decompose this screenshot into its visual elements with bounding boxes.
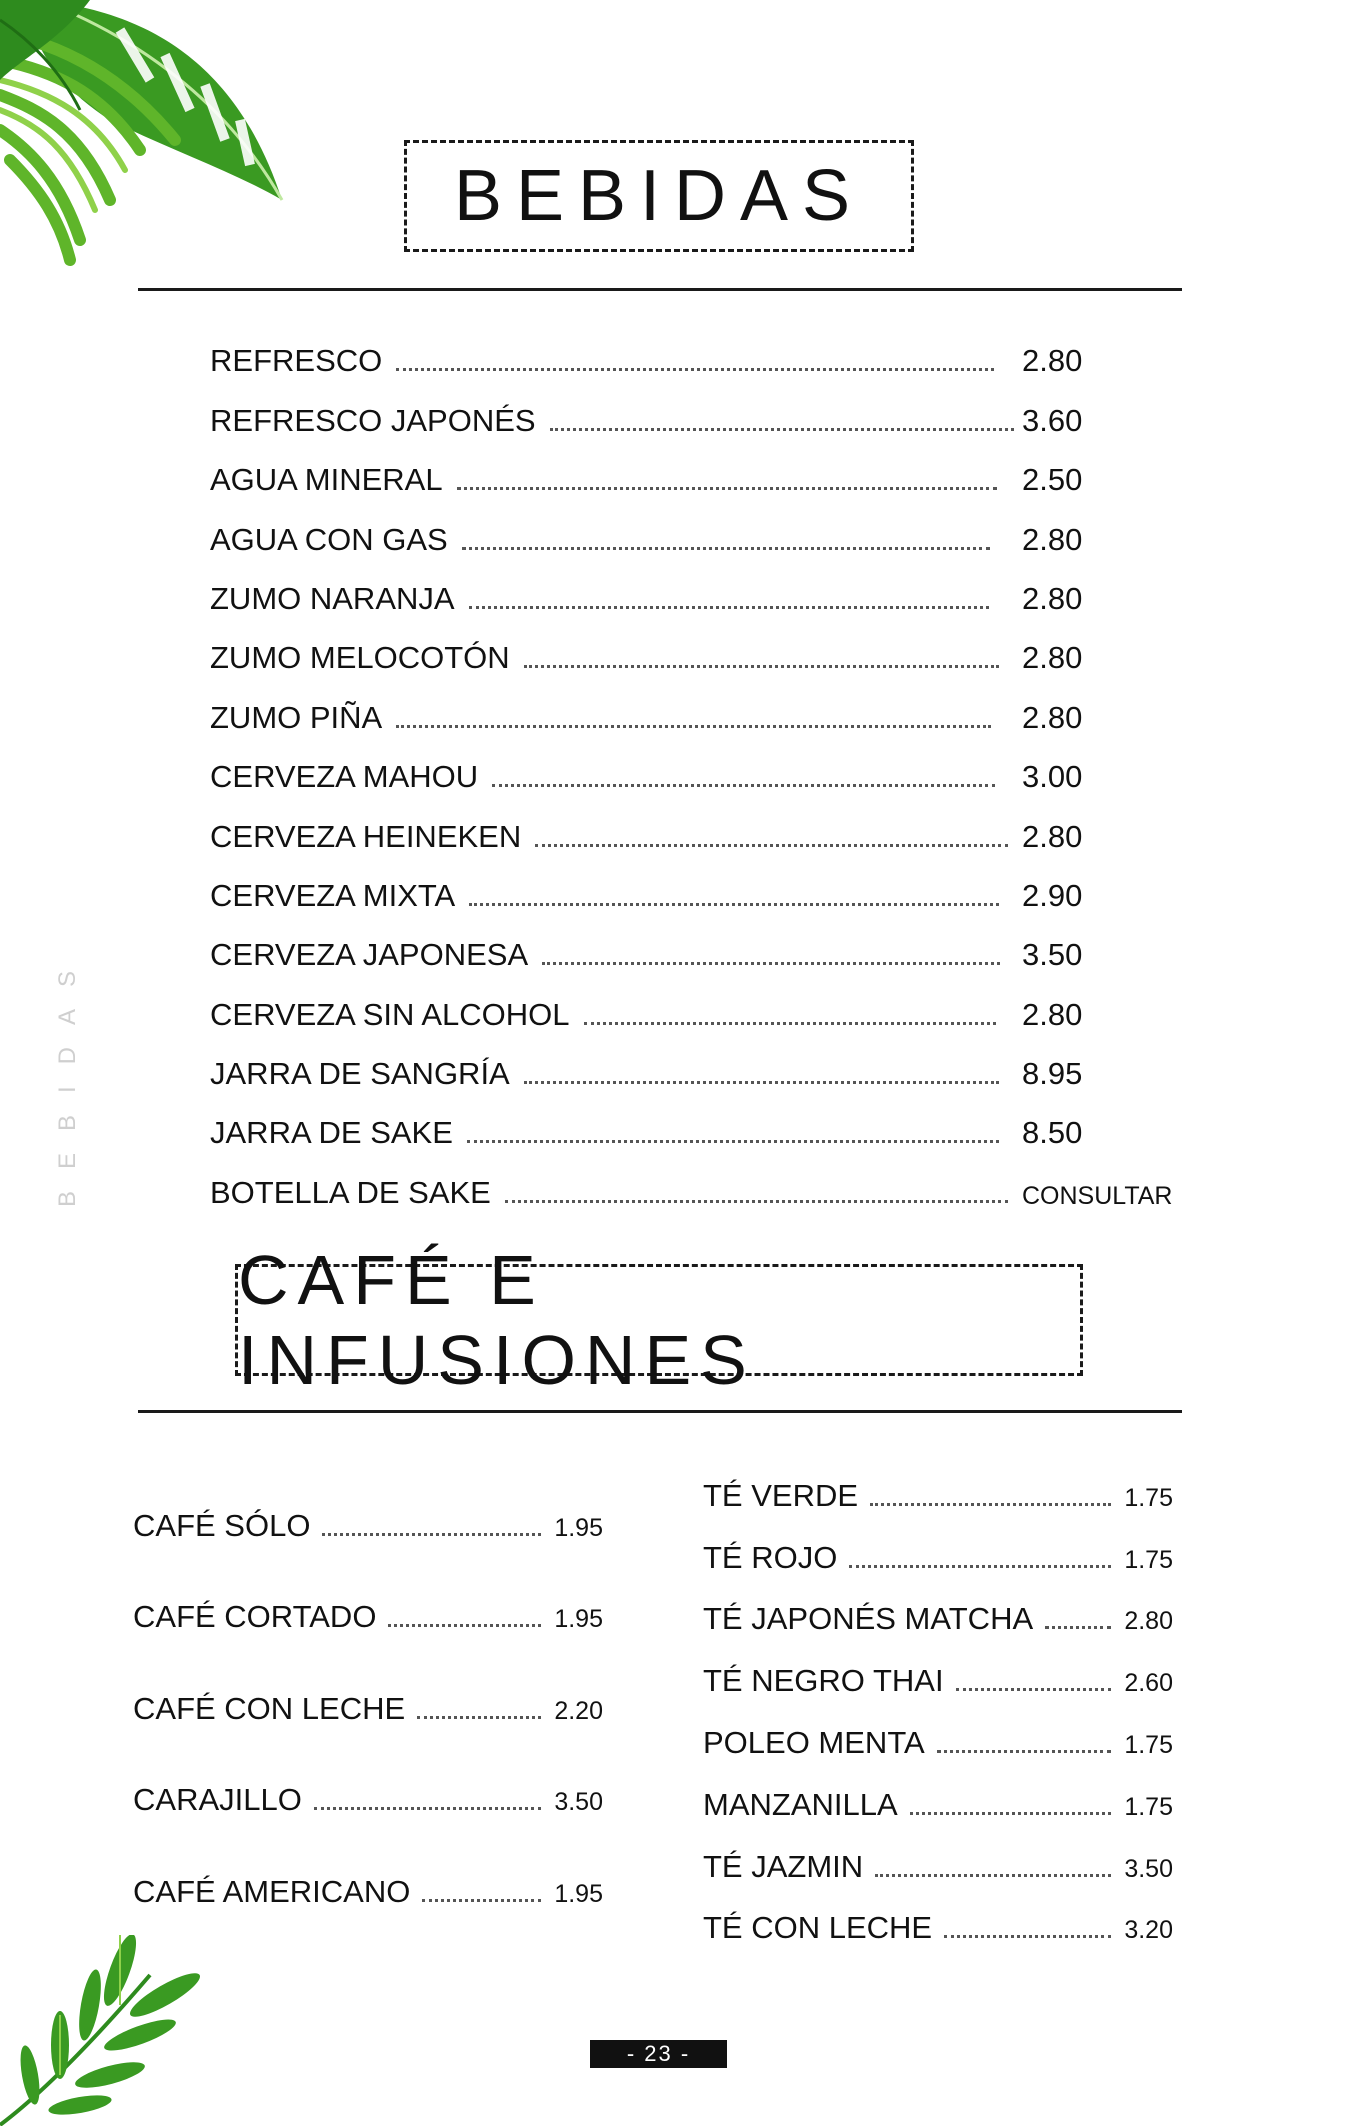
- menu-item: [210, 1151, 1190, 1210]
- dot-leader: [457, 487, 997, 490]
- dot-leader: [870, 1503, 1111, 1506]
- cafe-list-right: [703, 1452, 1173, 1946]
- dot-leader: [314, 1807, 541, 1810]
- item-price: 2.80: [1022, 699, 1083, 735]
- item-price: 3.60: [1022, 402, 1083, 438]
- dot-leader: [462, 547, 990, 550]
- menu-item: [210, 676, 1190, 735]
- menu-item: [210, 498, 1190, 557]
- dot-leader: [396, 725, 991, 728]
- menu-item: [210, 855, 1190, 914]
- menu-item: [133, 1544, 603, 1636]
- item-name: TÉ VERDE: [703, 1477, 859, 1513]
- dot-leader: [422, 1899, 541, 1902]
- menu-item: [703, 1823, 1173, 1885]
- dot-leader: [417, 1716, 541, 1719]
- item-price: 3.50: [1124, 1854, 1173, 1883]
- item-price: 2.60: [1124, 1669, 1173, 1698]
- item-name: ZUMO NARANJA: [210, 580, 455, 616]
- bebidas-list: [210, 320, 1190, 1211]
- side-section-label-text: BEBIDAS: [54, 948, 82, 1208]
- cafe-divider: [138, 1410, 1182, 1413]
- item-price: 3.00: [1022, 759, 1083, 795]
- bebidas-divider: [138, 288, 1182, 291]
- fern-leaf-decoration-bottom: [0, 1935, 215, 2126]
- item-name: CERVEZA MIXTA: [210, 877, 456, 913]
- item-name: JARRA DE SANGRÍA: [210, 1056, 510, 1092]
- item-name: AGUA MINERAL: [210, 462, 443, 498]
- item-price: 2.80: [1124, 1607, 1173, 1636]
- item-name: CERVEZA JAPONESA: [210, 937, 529, 973]
- item-price: 2.50: [1022, 462, 1083, 498]
- menu-item: [703, 1576, 1173, 1638]
- item-name: MANZANILLA: [703, 1786, 898, 1822]
- dot-leader: [467, 1140, 999, 1143]
- item-name: CARAJILLO: [133, 1782, 302, 1817]
- item-price: 1.95: [554, 1513, 603, 1542]
- item-name: BOTELLA DE SAKE: [210, 1174, 491, 1210]
- dot-leader: [469, 903, 999, 906]
- dot-leader: [910, 1812, 1111, 1815]
- menu-item: [210, 1092, 1190, 1151]
- dot-leader: [505, 1200, 1008, 1203]
- item-price: 1.75: [1124, 1545, 1173, 1574]
- dot-leader: [396, 368, 994, 371]
- menu-item: [210, 617, 1190, 676]
- cafe-list-left: [133, 1452, 603, 1910]
- item-name: JARRA DE SAKE: [210, 1115, 453, 1151]
- menu-item: [703, 1637, 1173, 1699]
- menu-item: [210, 379, 1190, 438]
- menu-item: [210, 439, 1190, 498]
- dot-leader: [937, 1750, 1111, 1753]
- item-name: CAFÉ CORTADO: [133, 1599, 377, 1634]
- item-name: TÉ ROJO: [703, 1539, 838, 1575]
- dot-leader: [524, 665, 999, 668]
- item-name: TÉ JAZMIN: [703, 1848, 864, 1884]
- menu-item: [703, 1699, 1173, 1761]
- item-price: 1.75: [1124, 1483, 1173, 1512]
- page-number: - 23 -: [590, 2040, 727, 2068]
- item-name: ZUMO MELOCOTÓN: [210, 640, 510, 676]
- item-price: 1.75: [1124, 1792, 1173, 1821]
- menu-item: [210, 914, 1190, 973]
- cafe-title: CAFÉ E INFUSIONES: [235, 1264, 1083, 1376]
- item-name: TÉ JAPONÉS MATCHA: [703, 1601, 1034, 1637]
- item-price: 1.95: [554, 1605, 603, 1633]
- dot-leader: [542, 962, 1000, 965]
- menu-item: [703, 1514, 1173, 1576]
- menu-item: [210, 736, 1190, 795]
- menu-item: [210, 973, 1190, 1032]
- dot-leader: [875, 1874, 1111, 1877]
- menu-item: [133, 1635, 603, 1727]
- dot-leader: [492, 784, 995, 787]
- item-name: POLEO MENTA: [703, 1724, 925, 1760]
- item-price: 2.80: [1022, 521, 1083, 557]
- item-price: 3.50: [554, 1788, 603, 1816]
- item-price: 2.80: [1022, 640, 1083, 676]
- side-section-label: [48, 938, 88, 1218]
- item-name: TÉ CON LECHE: [703, 1910, 933, 1946]
- dot-leader: [849, 1565, 1111, 1568]
- menu-item: [133, 1727, 603, 1819]
- item-name: CERVEZA HEINEKEN: [210, 818, 522, 854]
- item-price: 3.50: [1022, 937, 1083, 973]
- item-name: CAFÉ AMERICANO: [133, 1873, 411, 1909]
- item-price: 8.95: [1022, 1056, 1083, 1092]
- menu-item: [703, 1452, 1173, 1514]
- item-price: 3.20: [1124, 1916, 1173, 1945]
- dot-leader: [524, 1081, 999, 1084]
- item-price: 2.80: [1022, 996, 1083, 1032]
- menu-item: [210, 1033, 1190, 1092]
- dot-leader: [550, 428, 1014, 431]
- item-name: REFRESCO JAPONÉS: [210, 402, 536, 438]
- dot-leader: [956, 1688, 1111, 1691]
- item-name: CERVEZA SIN ALCOHOL: [210, 996, 570, 1032]
- dot-leader: [322, 1533, 541, 1536]
- item-name: CERVEZA MAHOU: [210, 759, 479, 795]
- dot-leader: [469, 606, 989, 609]
- item-price: 1.95: [554, 1879, 603, 1908]
- item-price: 2.90: [1022, 877, 1083, 913]
- palm-leaf-decoration-top: [0, 0, 300, 270]
- menu-item: [133, 1818, 603, 1910]
- menu-item: [210, 558, 1190, 617]
- dot-leader: [584, 1022, 996, 1025]
- item-name: CAFÉ CON LECHE: [133, 1690, 406, 1726]
- item-price: 2.80: [1022, 580, 1083, 616]
- menu-item: [210, 320, 1190, 379]
- menu-item: [210, 795, 1190, 854]
- item-name: REFRESCO: [210, 343, 383, 379]
- item-price: 8.50: [1022, 1115, 1083, 1151]
- item-price: 2.80: [1022, 343, 1083, 379]
- menu-item: [703, 1885, 1173, 1947]
- dot-leader: [535, 844, 1008, 847]
- dot-leader: [1045, 1626, 1111, 1629]
- item-name: TÉ NEGRO THAI: [703, 1663, 944, 1699]
- menu-item: [133, 1452, 603, 1544]
- item-price: 2.80: [1022, 818, 1083, 854]
- dot-leader: [944, 1935, 1111, 1938]
- menu-item: [703, 1761, 1173, 1823]
- item-name: AGUA CON GAS: [210, 521, 448, 557]
- item-price: 1.75: [1124, 1730, 1173, 1759]
- bebidas-title: BEBIDAS: [404, 140, 914, 252]
- item-name: CAFÉ SÓLO: [133, 1507, 311, 1543]
- item-price: 2.20: [554, 1696, 603, 1725]
- dot-leader: [388, 1624, 541, 1627]
- item-name: ZUMO PIÑA: [210, 699, 383, 735]
- item-price: CONSULTAR: [1022, 1181, 1173, 1210]
